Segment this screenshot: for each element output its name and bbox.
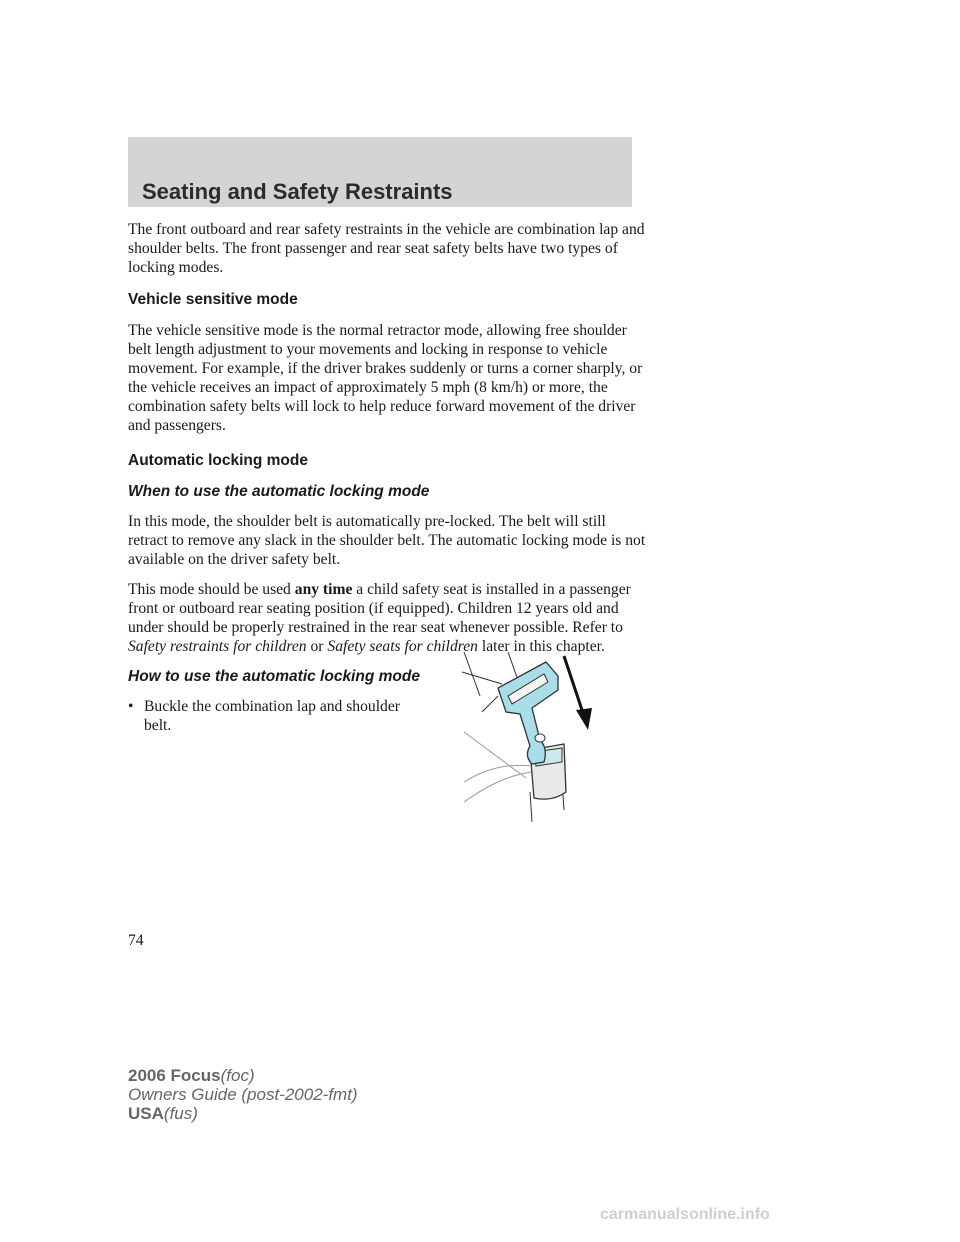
usage-paragraph (128, 580, 648, 656)
intro-paragraph: The front outboard and rear safety restraints in the vehicle are combination lap and shoulder belts. The front passenger and rear seat safety belts have two types of locking modes. (128, 221, 645, 276)
footer-guide: Owners Guide (post-2002-fmt) (128, 1085, 358, 1104)
usage-emphasis: any time (294, 581, 353, 598)
latch-hole (535, 734, 545, 742)
belt-edge-line (464, 652, 480, 696)
page-number: 74 (128, 932, 144, 949)
bullet-text: Buckle the combination lap and shoulder belt. (144, 698, 400, 734)
usage-text-2: a child safety seat is installed in a passenger front or outboard rear seating position (if equipped). Children 12 years old and under should be properly restrained in the rear seat whenever possible. Refer to (128, 581, 631, 636)
when-to-use-paragraph: In this mode, the shoulder belt is automatically pre-locked. The belt will still retract to remove any slack in the shoulder belt. The automatic locking mode is not available on the driver safety belt. (128, 513, 646, 568)
arrow-shaft (564, 656, 584, 716)
automatic-locking-heading: Automatic locking mode (128, 452, 308, 469)
footer-region: USA (128, 1104, 164, 1123)
arrow-down-icon (576, 708, 592, 730)
vehicle-sensitive-paragraph: The vehicle sensitive mode is the normal retractor mode, allowing free shoulder belt length adjustment to your movements and locking in response to vehicle movement. For example, if the driver brakes suddenly or turns a corner sharply, or the vehicle receives an impact of approximately 5 mph (8 km/h) or more, the combination safety belts will lock to help reduce forward movement of the driver and passengers. (128, 322, 643, 434)
seat-line (462, 672, 502, 684)
footer-model-line (128, 1066, 358, 1085)
reference-safety-restraints-for-children: Safety restraints for children (128, 638, 307, 655)
footer (128, 1066, 358, 1123)
seat-line (482, 696, 498, 712)
footer-model: 2006 Focus (128, 1066, 221, 1085)
page-section-title: Seating and Safety Restraints (142, 179, 453, 204)
footer-model-code: (foc) (220, 1066, 255, 1085)
bullet-symbol: • (128, 698, 134, 715)
usage-text-1: This mode should be used (128, 581, 291, 598)
footer-guide-line (128, 1085, 358, 1104)
footer-region-line (128, 1104, 358, 1123)
when-to-use-heading: When to use the automatic locking mode (128, 483, 430, 500)
usage-or: or (310, 638, 324, 655)
header-band (128, 137, 632, 207)
footer-region-code: (fus) (163, 1104, 198, 1123)
bullet-item (128, 697, 418, 735)
belt-edge-line (508, 652, 518, 680)
reference-safety-seats-for-children: Safety seats for children (327, 638, 478, 655)
buckle-strap-line (530, 792, 532, 822)
usage-text-3: later in this chapter. (481, 638, 605, 655)
seat-cushion-line (464, 732, 526, 778)
how-to-use-heading: How to use the automatic locking mode (128, 668, 420, 685)
vehicle-sensitive-heading: Vehicle sensitive mode (128, 291, 298, 308)
seat-belt-buckle-illustration (460, 652, 600, 822)
watermark: carmanualsonline.info (600, 1206, 770, 1223)
